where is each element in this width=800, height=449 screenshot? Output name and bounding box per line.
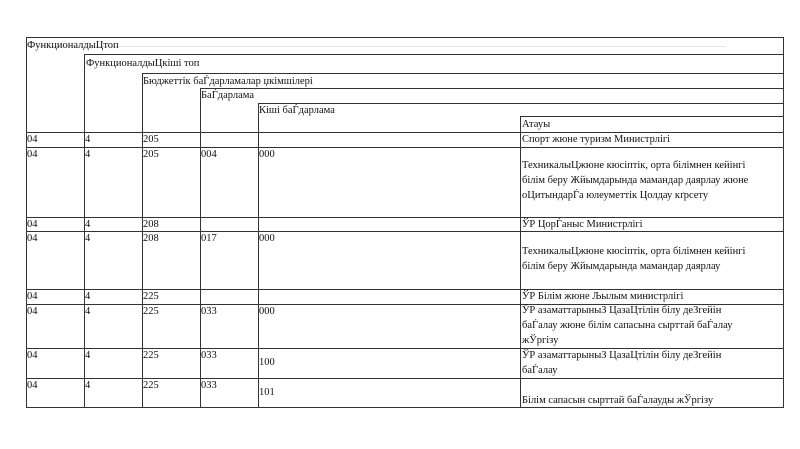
header-program: БаЃдарлама bbox=[201, 90, 255, 101]
cell-program: 033 bbox=[201, 306, 217, 317]
header-rule bbox=[520, 116, 784, 117]
cell-name: ЎР ЦорЃаныс Министрлігі bbox=[522, 219, 643, 230]
header-rule bbox=[142, 73, 784, 74]
cell-admin: 205 bbox=[143, 149, 159, 160]
cell-functional-subgroup: 4 bbox=[85, 233, 91, 244]
header-budget-admins: Бюджеттік баЃдарламалар џкімшілері bbox=[143, 76, 313, 87]
cell-functional-subgroup: 4 bbox=[85, 149, 91, 160]
cell-admin: 225 bbox=[143, 291, 159, 302]
table-border-right bbox=[783, 37, 784, 408]
cell-functional-group: 04 bbox=[27, 306, 38, 317]
cell-functional-group: 04 bbox=[27, 350, 38, 361]
cell-functional-subgroup: 4 bbox=[85, 380, 91, 391]
cell-functional-group: 04 bbox=[27, 134, 38, 145]
cell-admin: 208 bbox=[143, 219, 159, 230]
cell-subprogram: 000 bbox=[259, 306, 275, 317]
cell-functional-group: 04 bbox=[27, 380, 38, 391]
cell-functional-group: 04 bbox=[27, 149, 38, 160]
cell-functional-group: 04 bbox=[27, 233, 38, 244]
cell-program: 033 bbox=[201, 380, 217, 391]
cell-functional-subgroup: 4 bbox=[85, 306, 91, 317]
row-rule bbox=[26, 147, 784, 148]
cell-functional-subgroup: 4 bbox=[85, 134, 91, 145]
cell-subprogram: 101 bbox=[259, 387, 275, 398]
cell-program: 033 bbox=[201, 350, 217, 361]
cell-name: Білім сапасын сырттай баЃалауды жЎргізу bbox=[522, 395, 714, 406]
header-functional-group: ФункционалдыЦтоп bbox=[27, 40, 119, 51]
cell-program: 017 bbox=[201, 233, 217, 244]
table-border-bottom bbox=[26, 407, 784, 408]
cell-functional-subgroup: 4 bbox=[85, 350, 91, 361]
header-rule bbox=[200, 88, 784, 89]
cell-program: 004 bbox=[201, 149, 217, 160]
cell-name: ЎР азаматтарыныЗ ЦазаЦтілін білу деЗгейін баЃалау bbox=[522, 350, 722, 376]
row-rule bbox=[26, 217, 784, 218]
row-rule bbox=[26, 132, 784, 133]
faint-rule bbox=[26, 46, 726, 47]
cell-name: Спорт жюне туризм Министрлігі bbox=[522, 134, 671, 145]
cell-functional-group: 04 bbox=[27, 219, 38, 230]
cell-functional-subgroup: 4 bbox=[85, 219, 91, 230]
cell-subprogram: 000 bbox=[259, 233, 275, 244]
header-subprogram: Кіші баЃдарлама bbox=[259, 105, 335, 116]
cell-subprogram: 000 bbox=[259, 149, 275, 160]
header-rule bbox=[258, 103, 784, 104]
header-rule bbox=[84, 54, 784, 55]
row-rule bbox=[26, 231, 784, 232]
cell-name: ЎР Білім жюне Љылым министрлігі bbox=[522, 291, 684, 302]
cell-name: ТехникалыЦжюне кюсіптік, орта білімнен кейінгі білім беру Жйымдарында мамандар даярлау bbox=[522, 246, 746, 272]
cell-name: ЎР азаматтарыныЗ ЦазаЦтілін білу деЗгейін баЃалау жюне білім сапасына сырттай баЃалау жЎргізу bbox=[522, 305, 733, 346]
budget-classification-table bbox=[26, 37, 784, 408]
row-rule bbox=[26, 378, 784, 379]
table-border-top bbox=[26, 37, 784, 38]
cell-admin: 225 bbox=[143, 350, 159, 361]
cell-name: ТехникалыЦжюне кюсіптік, орта білімнен кейінгі білім беру Жйымдарында мамандар даярлау жюне оЦитындарЃа юлеуметтік Цолдау кґрсету bbox=[522, 160, 749, 201]
cell-functional-group: 04 bbox=[27, 291, 38, 302]
header-name: Атауы bbox=[522, 119, 551, 130]
column-rule bbox=[520, 116, 521, 408]
cell-admin: 225 bbox=[143, 306, 159, 317]
cell-admin: 208 bbox=[143, 233, 159, 244]
header-functional-subgroup: ФункционалдыЦкіші топ bbox=[86, 58, 200, 69]
cell-subprogram: 100 bbox=[259, 357, 275, 368]
row-rule bbox=[26, 289, 784, 290]
cell-admin: 225 bbox=[143, 380, 159, 391]
cell-admin: 205 bbox=[143, 134, 159, 145]
cell-functional-subgroup: 4 bbox=[85, 291, 91, 302]
